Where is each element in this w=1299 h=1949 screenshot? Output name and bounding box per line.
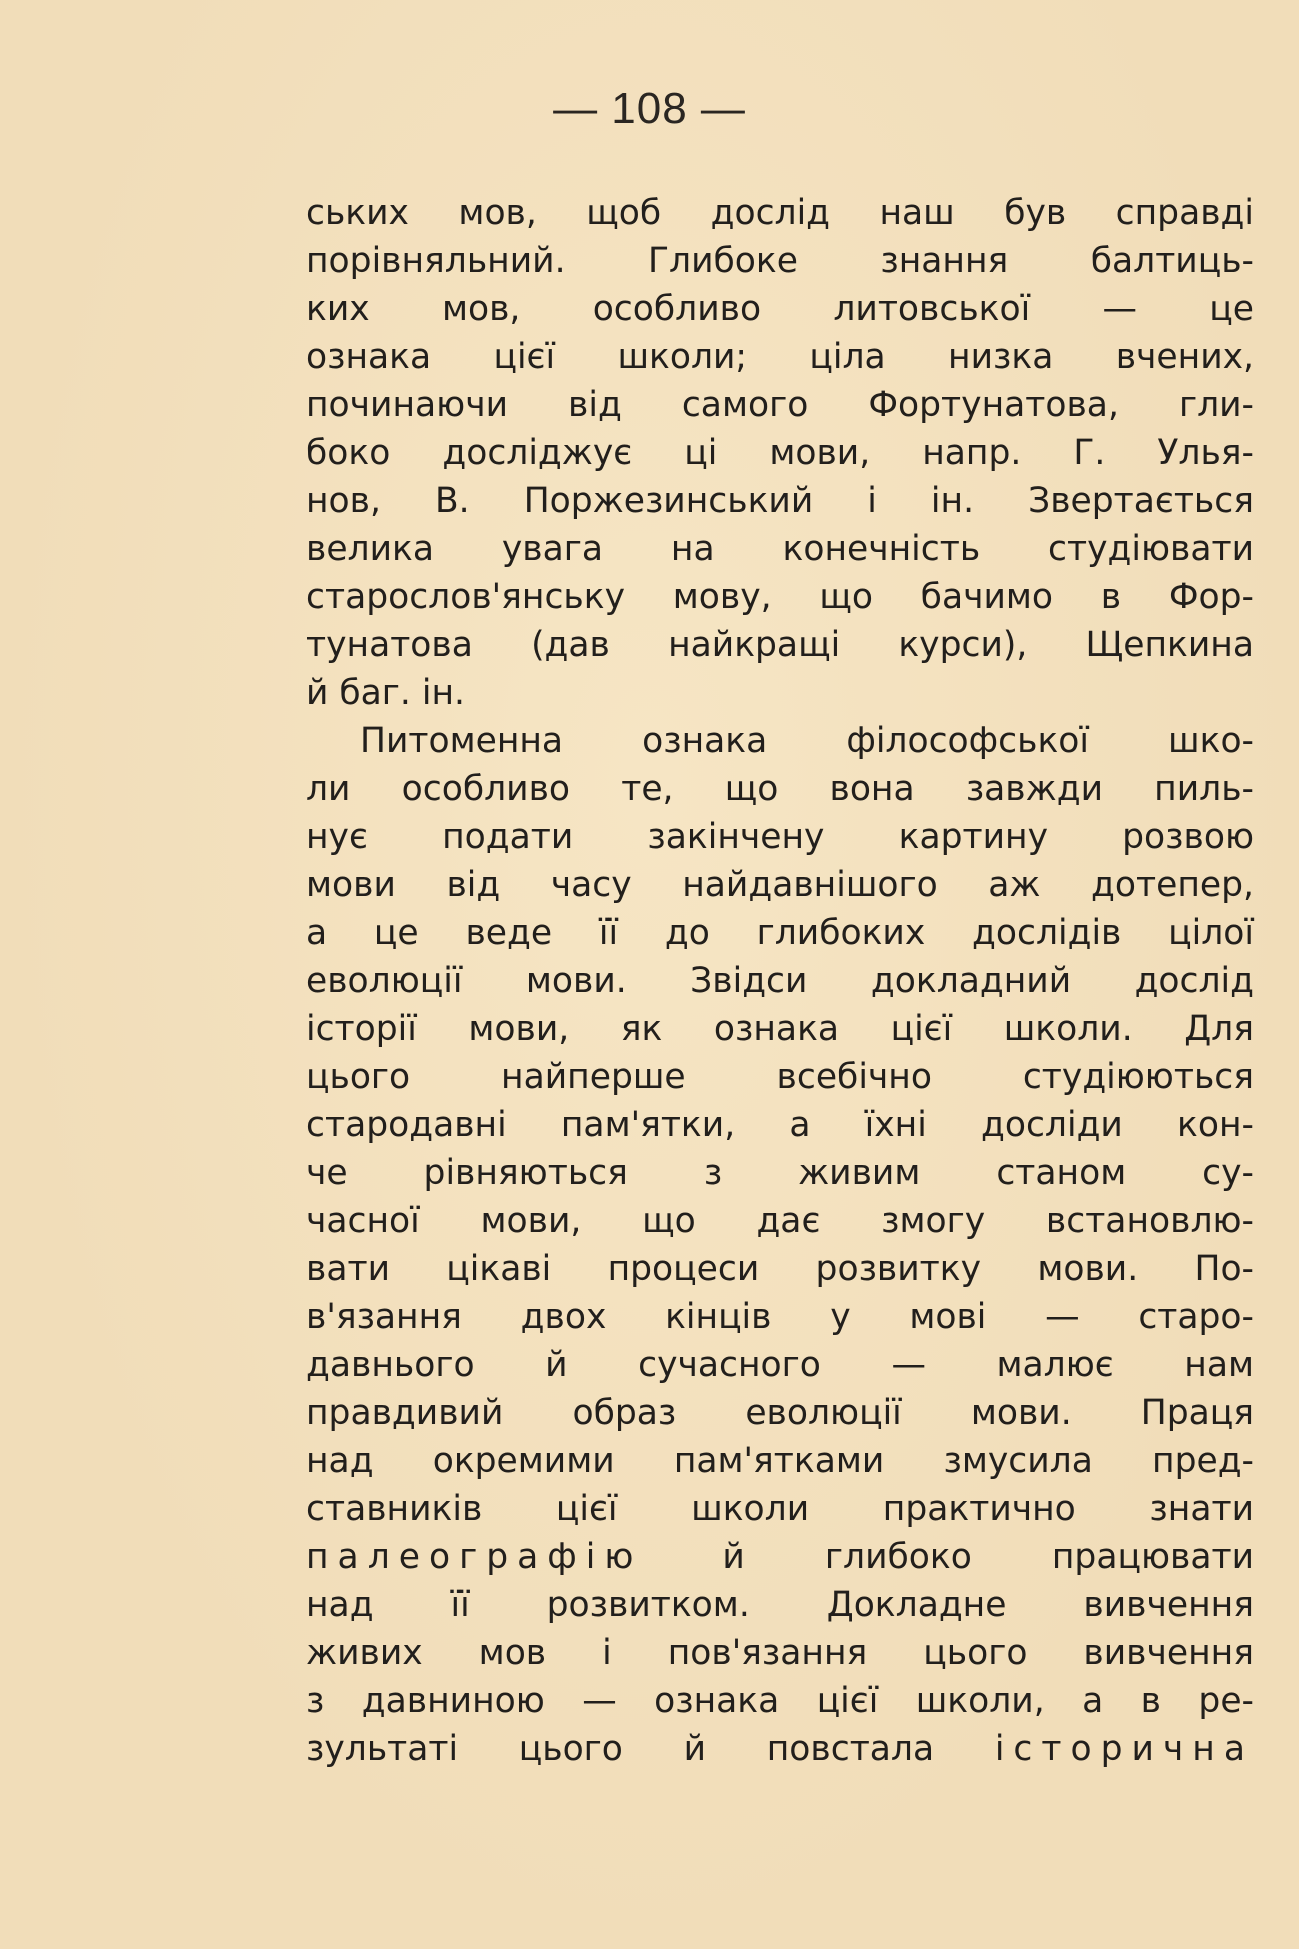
text-line: цього найперше всебічно студіюються	[306, 1057, 1254, 1097]
body-text	[306, 189, 1254, 1773]
text-line: ли особливо те, що вона завжди пиль-	[306, 769, 1254, 809]
text-line: порівняльний. Глибоке знання балтиць-	[306, 241, 1254, 281]
text-line: велика увага на конечність студіювати	[306, 529, 1254, 569]
text-line: часної мови, що дає змогу встановлю-	[306, 1201, 1254, 1241]
text-line: ознака цієї школи; ціла низка вчених,	[306, 337, 1254, 377]
text-line: вати цікаві процеси розвитку мови. По-	[306, 1249, 1254, 1289]
text-line: над окремими пам'ятками змусила пред-	[306, 1441, 1254, 1481]
text-line: тунатова (дав найкращі курси), Щепкина	[306, 625, 1254, 665]
emphasized-word: історична	[994, 1729, 1254, 1769]
text-line: ставників цієї школи практично знати	[306, 1489, 1254, 1529]
text-line: над її розвитком. Докладне вивчення	[306, 1585, 1254, 1625]
text-line: мови від часу найдавнішого аж дотепер,	[306, 865, 1254, 905]
text-line: нує подати закінчену картину розвою	[306, 817, 1254, 857]
text-line: стародавні пам'ятки, а їхні досліди кон-	[306, 1105, 1254, 1145]
text-line: старослов'янську мову, що бачимо в Фор-	[306, 577, 1254, 617]
text-line: з давниною — ознака цієї школи, а в ре-	[306, 1681, 1254, 1721]
text-line: че рівняються з живим станом су-	[306, 1153, 1254, 1193]
text-line: а це веде її до глибоких дослідів цілої	[306, 913, 1254, 953]
text-line: ських мов, щоб дослід наш був справді	[306, 193, 1254, 233]
text-line: історії мови, як ознака цієї школи. Для	[306, 1009, 1254, 1049]
text-line: й баг. ін.	[306, 673, 465, 713]
text-line: ких мов, особливо литовської — це	[306, 289, 1254, 329]
text-line: палеографію й глибоко працювати	[306, 1537, 1254, 1577]
text-line: правдивий образ еволюції мови. Праця	[306, 1393, 1254, 1433]
text-line: в'язання двох кінців у мові — старо-	[306, 1297, 1254, 1337]
page-number: — 108 —	[553, 84, 746, 133]
paragraph-1	[306, 189, 1254, 717]
emphasized-word: палеографію	[306, 1537, 643, 1577]
text-line: боко досліджує ці мови, напр. Г. Улья-	[306, 433, 1254, 473]
text-line: Питоменна ознака філософської шко-	[360, 721, 1254, 761]
paragraph-2	[306, 717, 1254, 1773]
text-line: живих мов і пов'язання цього вивчення	[306, 1633, 1254, 1673]
text-line: давнього й сучасного — малює нам	[306, 1345, 1254, 1385]
text-line: еволюції мови. Звідси докладний дослід	[306, 961, 1254, 1001]
text-line: починаючи від самого Фортунатова, гли-	[306, 385, 1254, 425]
text-line: зультаті цього й повстала історична	[306, 1729, 1254, 1769]
text-line: нов, В. Пoржезинський і ін. Звертається	[306, 481, 1254, 521]
